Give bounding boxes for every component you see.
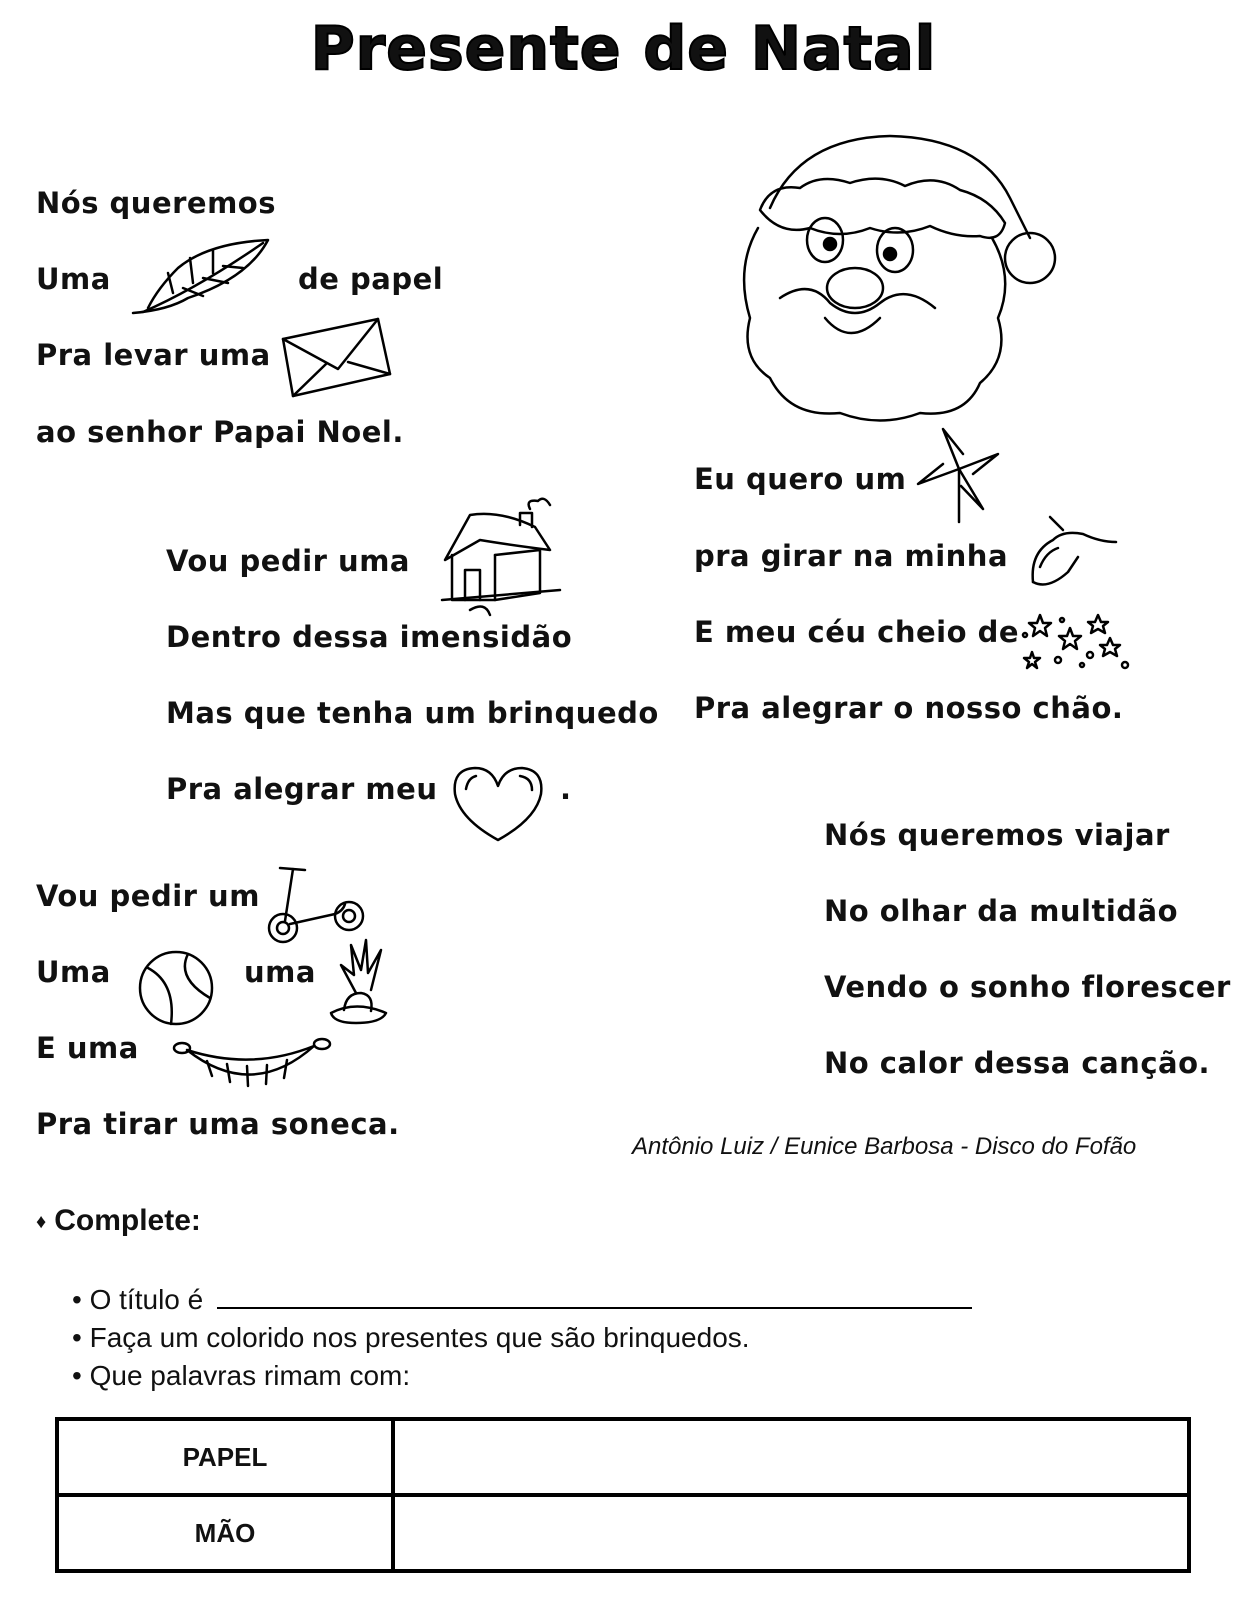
exercise-item: • Que palavras rimam com: — [72, 1360, 411, 1391]
exercise-heading: ♦ Complete: — [36, 1204, 201, 1237]
rhyme-answer-cell[interactable] — [393, 1419, 1189, 1495]
envelope-icon — [278, 314, 394, 404]
exercise-item: • Faça um colorido nos presentes que são brinquedos. — [72, 1322, 750, 1353]
credit: Antônio Luiz / Eunice Barbosa - Disco do Fofão — [632, 1133, 1137, 1160]
verse-line: Uma — [36, 262, 111, 296]
pinwheel-icon — [913, 424, 1005, 524]
verse-line: Vendo o sonho florescer — [824, 970, 1231, 1004]
verse-line: Mas que tenha um brinquedo — [166, 696, 659, 730]
verse-line: Vou pedir um — [36, 879, 260, 913]
table-row — [57, 1495, 1189, 1571]
leaf-icon — [128, 238, 273, 320]
page-title: Presente de Natal — [310, 14, 937, 84]
verse-line: pra girar na minha — [694, 539, 1009, 573]
verse-line: Vou pedir uma — [166, 544, 410, 578]
verse-punctuation: . — [560, 772, 572, 806]
verse-line: Nós queremos viajar — [824, 818, 1170, 852]
exercise-item: • O título é — [72, 1283, 972, 1316]
ball-icon — [136, 948, 216, 1028]
rhyme-word: MÃO — [57, 1495, 393, 1571]
verse-line: Nós queremos — [36, 186, 276, 220]
verse-line: Eu quero um — [694, 462, 907, 496]
diamond-icon: ♦ — [36, 1210, 47, 1233]
verse-line: Dentro dessa imensidão — [166, 620, 573, 654]
verse-line: No calor dessa canção. — [824, 1046, 1211, 1080]
pineapple-icon — [326, 935, 392, 1027]
rhyme-word: PAPEL — [57, 1419, 393, 1495]
verse-line: E uma — [36, 1031, 139, 1065]
hand-icon — [1028, 512, 1118, 594]
heart-icon — [450, 764, 546, 844]
verse-line: ao senhor Papai Noel. — [36, 415, 404, 449]
table-row — [57, 1419, 1189, 1495]
santa-icon — [730, 128, 1070, 428]
verse-line: Uma — [36, 955, 111, 989]
rhyme-table — [55, 1417, 1191, 1573]
verse-line: E meu céu cheio de — [694, 615, 1020, 649]
verse-line: Pra alegrar o nosso chão. — [694, 691, 1124, 725]
title-answer-line[interactable] — [217, 1283, 972, 1309]
hammock-icon — [172, 1036, 334, 1098]
stars-icon — [1020, 610, 1130, 676]
verse-line: uma — [244, 955, 316, 989]
verse-line: Pra alegrar meu — [166, 772, 438, 806]
verse-line: Pra levar uma — [36, 338, 271, 372]
house-icon — [440, 505, 570, 617]
verse-line: Pra tirar uma soneca. — [36, 1107, 400, 1141]
rhyme-answer-cell[interactable] — [393, 1495, 1189, 1571]
verse-line: No olhar da multidão — [824, 894, 1179, 928]
verse-line: de papel — [298, 262, 444, 296]
